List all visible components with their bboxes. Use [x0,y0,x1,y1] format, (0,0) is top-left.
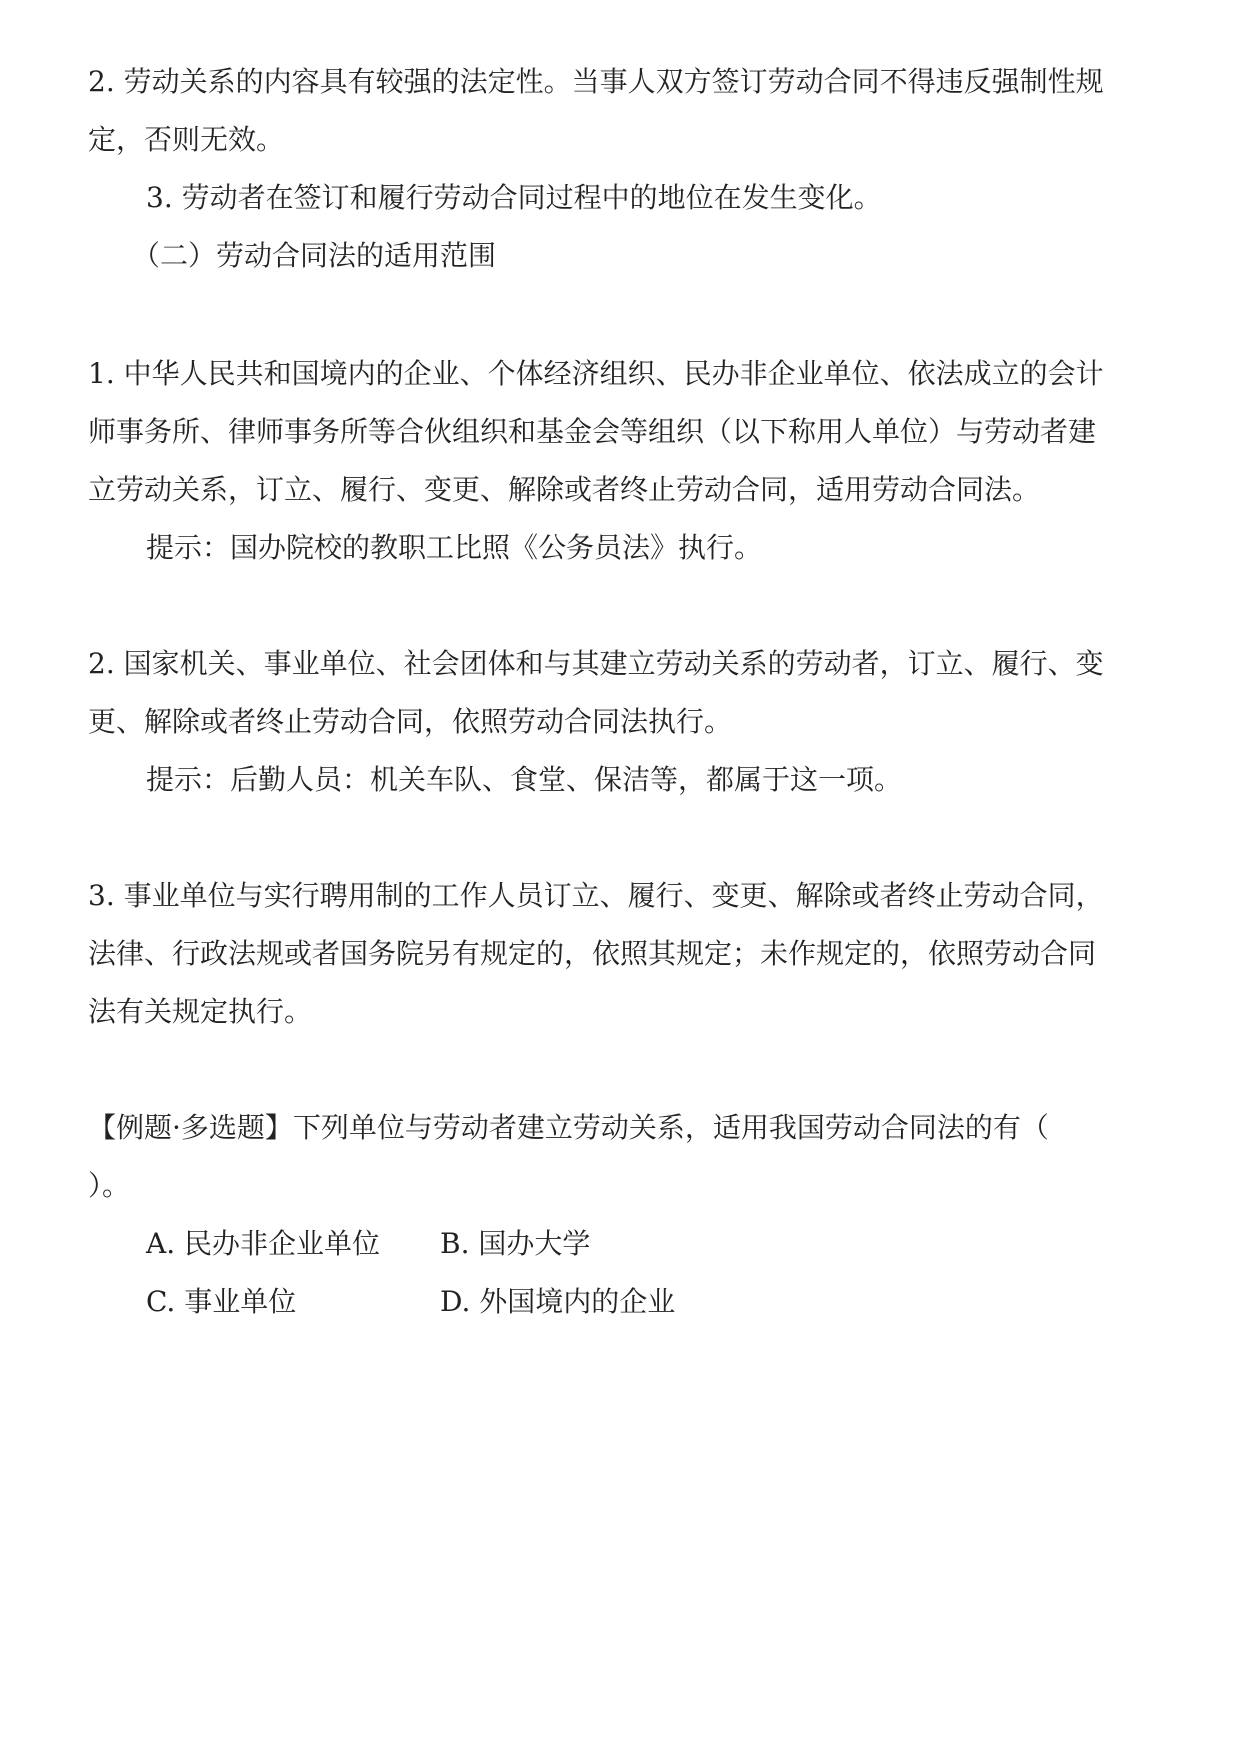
paragraph-line: 立劳动关系，订立、履行、变更、解除或者终止劳动合同，适用劳动合同法。 [88,473,1041,506]
tip-line: 提示：后勤人员：机关车队、食堂、保洁等，都属于这一项。 [146,763,903,796]
question-line: ）。 [88,1169,131,1202]
question-line: 【例题·多选题】下列单位与劳动者建立劳动关系，适用我国劳动合同法的有（ [88,1111,1049,1144]
paragraph-line: 3. 事业单位与实行聘用制的工作人员订立、履行、变更、解除或者终止劳动合同， [88,879,1104,912]
paragraph-line: 师事务所、律师事务所等合伙组织和基金会等组织（以下称用人单位）与劳动者建 [88,415,1097,448]
section-heading: （二）劳动合同法的适用范围 [132,239,497,272]
paragraph-line: 3. 劳动者在签订和履行劳动合同过程中的地位在发生变化。 [146,181,882,214]
paragraph-line: 2. 劳动关系的内容具有较强的法定性。当事人双方签订劳动合同不得违反强制性规 [88,65,1104,98]
option-b: B. 国办大学 [440,1227,591,1260]
paragraph-line: 1. 中华人民共和国境内的企业、个体经济组织、民办非企业单位、依法成立的会计 [88,357,1104,390]
paragraph-line: 更、解除或者终止劳动合同，依照劳动合同法执行。 [88,705,733,738]
paragraph-line: 法律、行政法规或者国务院另有规定的，依照其规定；未作规定的，依照劳动合同 [88,937,1097,970]
option-a: A. 民办非企业单位 [146,1227,381,1260]
option-d: D. 外国境内的企业 [440,1285,676,1318]
paragraph-line: 定，否则无效。 [88,123,285,156]
option-c: C. 事业单位 [146,1285,297,1318]
tip-line: 提示：国办院校的教职工比照《公务员法》执行。 [146,531,763,564]
paragraph-line: 法有关规定执行。 [88,995,313,1028]
paragraph-line: 2. 国家机关、事业单位、社会团体和与其建立劳动关系的劳动者，订立、履行、变 [88,647,1104,680]
